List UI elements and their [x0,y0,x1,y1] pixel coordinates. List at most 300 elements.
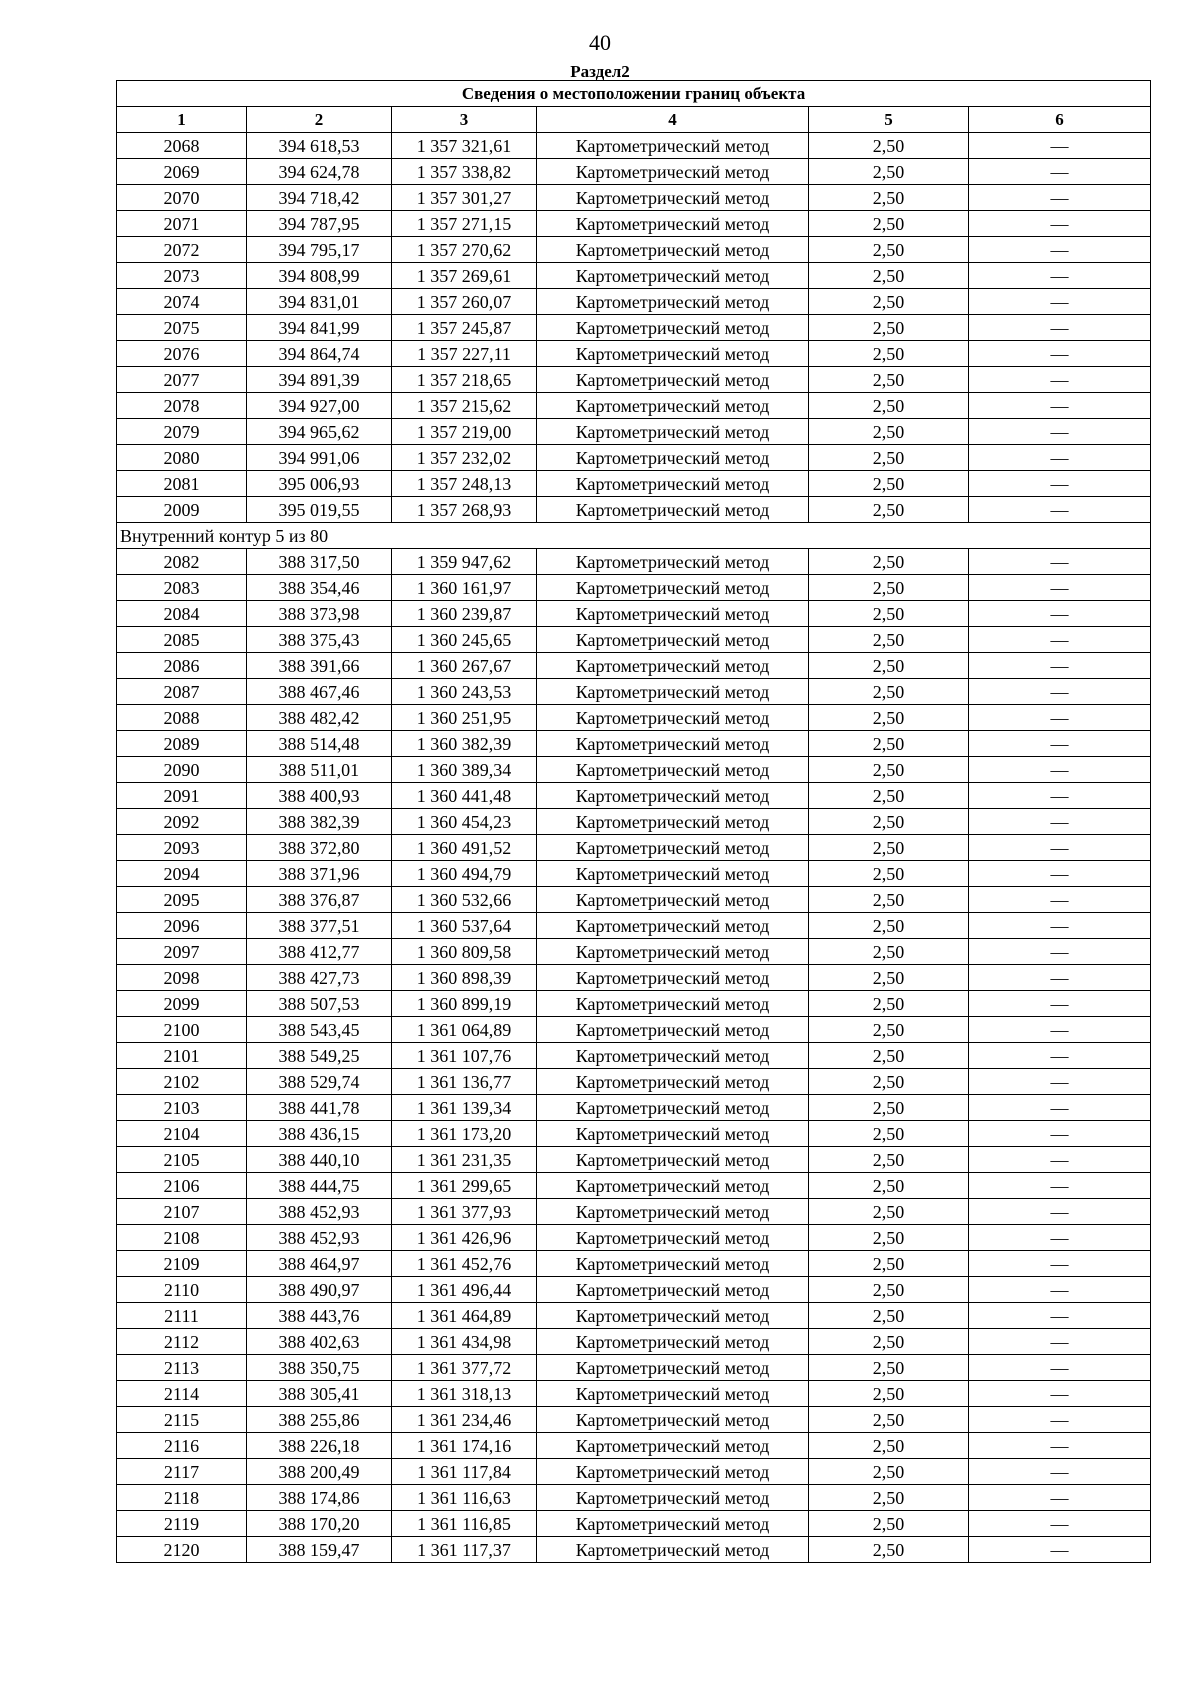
y-coordinate-cell: 1 357 248,13 [392,471,537,497]
method-cell: Картометрический метод [537,1199,809,1225]
y-coordinate-cell: 1 361 107,76 [392,1043,537,1069]
description-cell: — [969,835,1151,861]
y-coordinate-cell: 1 361 464,89 [392,1303,537,1329]
method-cell: Картометрический метод [537,1381,809,1407]
method-cell: Картометрический метод [537,861,809,887]
method-cell: Картометрический метод [537,1043,809,1069]
method-cell: Картометрический метод [537,1511,809,1537]
table-row [117,211,1151,237]
method-cell: Картометрический метод [537,1433,809,1459]
description-cell: — [969,653,1151,679]
method-cell: Картометрический метод [537,393,809,419]
x-coordinate-cell: 388 511,01 [247,757,392,783]
description-cell: — [969,497,1151,523]
x-coordinate-cell: 388 372,80 [247,835,392,861]
y-coordinate-cell: 1 357 219,00 [392,419,537,445]
accuracy-cell: 2,50 [809,393,969,419]
accuracy-cell: 2,50 [809,341,969,367]
y-coordinate-cell: 1 361 173,20 [392,1121,537,1147]
coordinates-table [116,80,1151,1563]
y-coordinate-cell: 1 360 809,58 [392,939,537,965]
table-row [117,1537,1151,1563]
table-row [117,1277,1151,1303]
y-coordinate-cell: 1 360 899,19 [392,991,537,1017]
method-cell: Картометрический метод [537,783,809,809]
description-cell: — [969,1459,1151,1485]
y-coordinate-cell: 1 360 491,52 [392,835,537,861]
description-cell: — [969,887,1151,913]
x-coordinate-cell: 388 170,20 [247,1511,392,1537]
y-coordinate-cell: 1 361 299,65 [392,1173,537,1199]
accuracy-cell: 2,50 [809,939,969,965]
y-coordinate-cell: 1 360 454,23 [392,809,537,835]
description-cell: — [969,601,1151,627]
accuracy-cell: 2,50 [809,1537,969,1563]
description-cell: — [969,549,1151,575]
point-number-cell: 2110 [117,1277,247,1303]
description-cell: — [969,1537,1151,1563]
column-header: 6 [969,107,1151,133]
description-cell: — [969,679,1151,705]
point-number-cell: 2072 [117,237,247,263]
table-caption: Сведения о местоположении границ объекта [117,81,1151,107]
x-coordinate-cell: 388 354,46 [247,575,392,601]
table-row [117,1017,1151,1043]
y-coordinate-cell: 1 361 496,44 [392,1277,537,1303]
accuracy-cell: 2,50 [809,315,969,341]
method-cell: Картометрический метод [537,497,809,523]
description-cell: — [969,1485,1151,1511]
table-row [117,575,1151,601]
x-coordinate-cell: 388 371,96 [247,861,392,887]
point-number-cell: 2087 [117,679,247,705]
y-coordinate-cell: 1 360 239,87 [392,601,537,627]
accuracy-cell: 2,50 [809,211,969,237]
x-coordinate-cell: 388 427,73 [247,965,392,991]
y-coordinate-cell: 1 357 271,15 [392,211,537,237]
y-coordinate-cell: 1 357 338,82 [392,159,537,185]
table-row [117,1069,1151,1095]
description-cell: — [969,419,1151,445]
table-row [117,471,1151,497]
table-header-row [117,107,1151,133]
accuracy-cell: 2,50 [809,575,969,601]
table-row [117,835,1151,861]
x-coordinate-cell: 388 543,45 [247,1017,392,1043]
point-number-cell: 2096 [117,913,247,939]
description-cell: — [969,991,1151,1017]
x-coordinate-cell: 388 490,97 [247,1277,392,1303]
y-coordinate-cell: 1 361 234,46 [392,1407,537,1433]
accuracy-cell: 2,50 [809,1095,969,1121]
description-cell: — [969,471,1151,497]
x-coordinate-cell: 394 618,53 [247,133,392,159]
description-cell: — [969,1069,1151,1095]
accuracy-cell: 2,50 [809,1407,969,1433]
y-coordinate-cell: 1 361 377,93 [392,1199,537,1225]
accuracy-cell: 2,50 [809,1355,969,1381]
y-coordinate-cell: 1 360 251,95 [392,705,537,731]
table-row [117,965,1151,991]
table-row [117,367,1151,393]
method-cell: Картометрический метод [537,367,809,393]
description-cell: — [969,1225,1151,1251]
y-coordinate-cell: 1 361 064,89 [392,1017,537,1043]
x-coordinate-cell: 388 317,50 [247,549,392,575]
method-cell: Картометрический метод [537,1355,809,1381]
y-coordinate-cell: 1 360 245,65 [392,627,537,653]
point-number-cell: 2082 [117,549,247,575]
x-coordinate-cell: 388 412,77 [247,939,392,965]
table-row [117,159,1151,185]
method-cell: Картометрический метод [537,289,809,315]
accuracy-cell: 2,50 [809,1485,969,1511]
x-coordinate-cell: 388 200,49 [247,1459,392,1485]
accuracy-cell: 2,50 [809,1199,969,1225]
accuracy-cell: 2,50 [809,1251,969,1277]
y-coordinate-cell: 1 361 426,96 [392,1225,537,1251]
description-cell: — [969,185,1151,211]
x-coordinate-cell: 388 402,63 [247,1329,392,1355]
method-cell: Картометрический метод [537,445,809,471]
table-row [117,185,1151,211]
table-row [117,809,1151,835]
accuracy-cell: 2,50 [809,1069,969,1095]
method-cell: Картометрический метод [537,237,809,263]
point-number-cell: 2103 [117,1095,247,1121]
table-row [117,1381,1151,1407]
point-number-cell: 2090 [117,757,247,783]
accuracy-cell: 2,50 [809,497,969,523]
accuracy-cell: 2,50 [809,367,969,393]
point-number-cell: 2009 [117,497,247,523]
y-coordinate-cell: 1 360 161,97 [392,575,537,601]
accuracy-cell: 2,50 [809,445,969,471]
y-coordinate-cell: 1 357 270,62 [392,237,537,263]
table-row [117,1225,1151,1251]
y-coordinate-cell: 1 360 382,39 [392,731,537,757]
y-coordinate-cell: 1 357 232,02 [392,445,537,471]
table-row [117,601,1151,627]
accuracy-cell: 2,50 [809,471,969,497]
method-cell: Картометрический метод [537,627,809,653]
x-coordinate-cell: 388 174,86 [247,1485,392,1511]
column-header: 1 [117,107,247,133]
description-cell: — [969,731,1151,757]
method-cell: Картометрический метод [537,1017,809,1043]
description-cell: — [969,809,1151,835]
accuracy-cell: 2,50 [809,159,969,185]
x-coordinate-cell: 394 891,39 [247,367,392,393]
method-cell: Картометрический метод [537,1095,809,1121]
method-cell: Картометрический метод [537,159,809,185]
point-number-cell: 2098 [117,965,247,991]
point-number-cell: 2118 [117,1485,247,1511]
description-cell: — [969,1433,1151,1459]
method-cell: Картометрический метод [537,1485,809,1511]
point-number-cell: 2068 [117,133,247,159]
y-coordinate-cell: 1 361 136,77 [392,1069,537,1095]
point-number-cell: 2073 [117,263,247,289]
point-number-cell: 2085 [117,627,247,653]
y-coordinate-cell: 1 360 243,53 [392,679,537,705]
point-number-cell: 2094 [117,861,247,887]
table-row [117,1329,1151,1355]
x-coordinate-cell: 388 255,86 [247,1407,392,1433]
method-cell: Картометрический метод [537,315,809,341]
method-cell: Картометрический метод [537,133,809,159]
table-caption-row [117,81,1151,107]
point-number-cell: 2083 [117,575,247,601]
description-cell: — [969,237,1151,263]
x-coordinate-cell: 388 375,43 [247,627,392,653]
description-cell: — [969,211,1151,237]
x-coordinate-cell: 394 624,78 [247,159,392,185]
x-coordinate-cell: 388 452,93 [247,1199,392,1225]
description-cell: — [969,1095,1151,1121]
table-row [117,1511,1151,1537]
x-coordinate-cell: 388 382,39 [247,809,392,835]
method-cell: Картометрический метод [537,1225,809,1251]
point-number-cell: 2095 [117,887,247,913]
description-cell: — [969,1121,1151,1147]
x-coordinate-cell: 394 718,42 [247,185,392,211]
description-cell: — [969,1407,1151,1433]
point-number-cell: 2119 [117,1511,247,1537]
table-row [117,1303,1151,1329]
point-number-cell: 2086 [117,653,247,679]
method-cell: Картометрический метод [537,809,809,835]
point-number-cell: 2116 [117,1433,247,1459]
point-number-cell: 2111 [117,1303,247,1329]
table-row [117,1433,1151,1459]
x-coordinate-cell: 388 482,42 [247,705,392,731]
y-coordinate-cell: 1 361 231,35 [392,1147,537,1173]
method-cell: Картометрический метод [537,471,809,497]
point-number-cell: 2075 [117,315,247,341]
point-number-cell: 2106 [117,1173,247,1199]
x-coordinate-cell: 388 440,10 [247,1147,392,1173]
point-number-cell: 2100 [117,1017,247,1043]
description-cell: — [969,627,1151,653]
description-cell: — [969,1017,1151,1043]
y-coordinate-cell: 1 357 301,27 [392,185,537,211]
x-coordinate-cell: 388 376,87 [247,887,392,913]
table-row [117,445,1151,471]
method-cell: Картометрический метод [537,913,809,939]
method-cell: Картометрический метод [537,1173,809,1199]
point-number-cell: 2102 [117,1069,247,1095]
y-coordinate-cell: 1 361 116,85 [392,1511,537,1537]
y-coordinate-cell: 1 361 318,13 [392,1381,537,1407]
y-coordinate-cell: 1 361 139,34 [392,1095,537,1121]
point-number-cell: 2084 [117,601,247,627]
point-number-cell: 2093 [117,835,247,861]
x-coordinate-cell: 394 864,74 [247,341,392,367]
y-coordinate-cell: 1 361 117,37 [392,1537,537,1563]
point-number-cell: 2088 [117,705,247,731]
table-row [117,1459,1151,1485]
table-row [117,497,1151,523]
method-cell: Картометрический метод [537,965,809,991]
accuracy-cell: 2,50 [809,601,969,627]
method-cell: Картометрический метод [537,1277,809,1303]
table-row [117,315,1151,341]
accuracy-cell: 2,50 [809,653,969,679]
method-cell: Картометрический метод [537,549,809,575]
method-cell: Картометрический метод [537,211,809,237]
point-number-cell: 2099 [117,991,247,1017]
description-cell: — [969,1199,1151,1225]
method-cell: Картометрический метод [537,1251,809,1277]
method-cell: Картометрический метод [537,1147,809,1173]
point-number-cell: 2069 [117,159,247,185]
y-coordinate-cell: 1 361 117,84 [392,1459,537,1485]
accuracy-cell: 2,50 [809,1225,969,1251]
y-coordinate-cell: 1 360 441,48 [392,783,537,809]
table-row [117,627,1151,653]
page-number: 40 [589,30,611,55]
y-coordinate-cell: 1 360 267,67 [392,653,537,679]
description-cell: — [969,757,1151,783]
x-coordinate-cell: 394 795,17 [247,237,392,263]
method-cell: Картометрический метод [537,1329,809,1355]
accuracy-cell: 2,50 [809,913,969,939]
accuracy-cell: 2,50 [809,965,969,991]
section-title: Раздел2 [570,62,630,81]
table-row [117,1095,1151,1121]
point-number-cell: 2089 [117,731,247,757]
y-coordinate-cell: 1 357 215,62 [392,393,537,419]
accuracy-cell: 2,50 [809,263,969,289]
table-row [117,1251,1151,1277]
y-coordinate-cell: 1 357 245,87 [392,315,537,341]
x-coordinate-cell: 388 507,53 [247,991,392,1017]
x-coordinate-cell: 388 549,25 [247,1043,392,1069]
x-coordinate-cell: 394 787,95 [247,211,392,237]
accuracy-cell: 2,50 [809,1459,969,1485]
description-cell: — [969,1511,1151,1537]
accuracy-cell: 2,50 [809,1147,969,1173]
x-coordinate-cell: 394 965,62 [247,419,392,445]
point-number-cell: 2117 [117,1459,247,1485]
x-coordinate-cell: 388 391,66 [247,653,392,679]
point-number-cell: 2081 [117,471,247,497]
column-header: 3 [392,107,537,133]
description-cell: — [969,315,1151,341]
table-row [117,393,1151,419]
accuracy-cell: 2,50 [809,887,969,913]
point-number-cell: 2104 [117,1121,247,1147]
method-cell: Картометрический метод [537,1121,809,1147]
accuracy-cell: 2,50 [809,1121,969,1147]
description-cell: — [969,445,1151,471]
x-coordinate-cell: 388 226,18 [247,1433,392,1459]
y-coordinate-cell: 1 357 269,61 [392,263,537,289]
table-row [117,1147,1151,1173]
method-cell: Картометрический метод [537,653,809,679]
x-coordinate-cell: 388 400,93 [247,783,392,809]
y-coordinate-cell: 1 361 452,76 [392,1251,537,1277]
method-cell: Картометрический метод [537,263,809,289]
point-number-cell: 2079 [117,419,247,445]
y-coordinate-cell: 1 357 218,65 [392,367,537,393]
method-cell: Картометрический метод [537,1459,809,1485]
table-row [117,133,1151,159]
accuracy-cell: 2,50 [809,861,969,887]
accuracy-cell: 2,50 [809,289,969,315]
x-coordinate-cell: 395 019,55 [247,497,392,523]
table-row [117,289,1151,315]
description-cell: — [969,393,1151,419]
description-cell: — [969,913,1151,939]
accuracy-cell: 2,50 [809,1277,969,1303]
point-number-cell: 2091 [117,783,247,809]
accuracy-cell: 2,50 [809,1173,969,1199]
description-cell: — [969,263,1151,289]
y-coordinate-cell: 1 360 537,64 [392,913,537,939]
x-coordinate-cell: 388 373,98 [247,601,392,627]
method-cell: Картометрический метод [537,419,809,445]
table-row [117,1043,1151,1069]
description-cell: — [969,575,1151,601]
y-coordinate-cell: 1 359 947,62 [392,549,537,575]
x-coordinate-cell: 388 350,75 [247,1355,392,1381]
y-coordinate-cell: 1 357 227,11 [392,341,537,367]
accuracy-cell: 2,50 [809,705,969,731]
contour-section-row [117,523,1151,549]
point-number-cell: 2115 [117,1407,247,1433]
x-coordinate-cell: 395 006,93 [247,471,392,497]
x-coordinate-cell: 388 443,76 [247,1303,392,1329]
y-coordinate-cell: 1 361 377,72 [392,1355,537,1381]
point-number-cell: 2113 [117,1355,247,1381]
accuracy-cell: 2,50 [809,835,969,861]
description-cell: — [969,1277,1151,1303]
x-coordinate-cell: 394 991,06 [247,445,392,471]
table-row [117,705,1151,731]
description-cell: — [969,861,1151,887]
method-cell: Картометрический метод [537,887,809,913]
y-coordinate-cell: 1 361 174,16 [392,1433,537,1459]
point-number-cell: 2120 [117,1537,247,1563]
x-coordinate-cell: 394 808,99 [247,263,392,289]
accuracy-cell: 2,50 [809,731,969,757]
y-coordinate-cell: 1 360 532,66 [392,887,537,913]
accuracy-cell: 2,50 [809,783,969,809]
point-number-cell: 2071 [117,211,247,237]
table-row [117,237,1151,263]
x-coordinate-cell: 388 529,74 [247,1069,392,1095]
point-number-cell: 2074 [117,289,247,315]
method-cell: Картометрический метод [537,705,809,731]
method-cell: Картометрический метод [537,757,809,783]
accuracy-cell: 2,50 [809,1433,969,1459]
description-cell: — [969,341,1151,367]
point-number-cell: 2101 [117,1043,247,1069]
column-header: 5 [809,107,969,133]
accuracy-cell: 2,50 [809,1329,969,1355]
method-cell: Картометрический метод [537,601,809,627]
point-number-cell: 2076 [117,341,247,367]
table-row [117,263,1151,289]
table-row [117,1199,1151,1225]
description-cell: — [969,1251,1151,1277]
table-row [117,1355,1151,1381]
accuracy-cell: 2,50 [809,809,969,835]
description-cell: — [969,965,1151,991]
x-coordinate-cell: 388 159,47 [247,1537,392,1563]
